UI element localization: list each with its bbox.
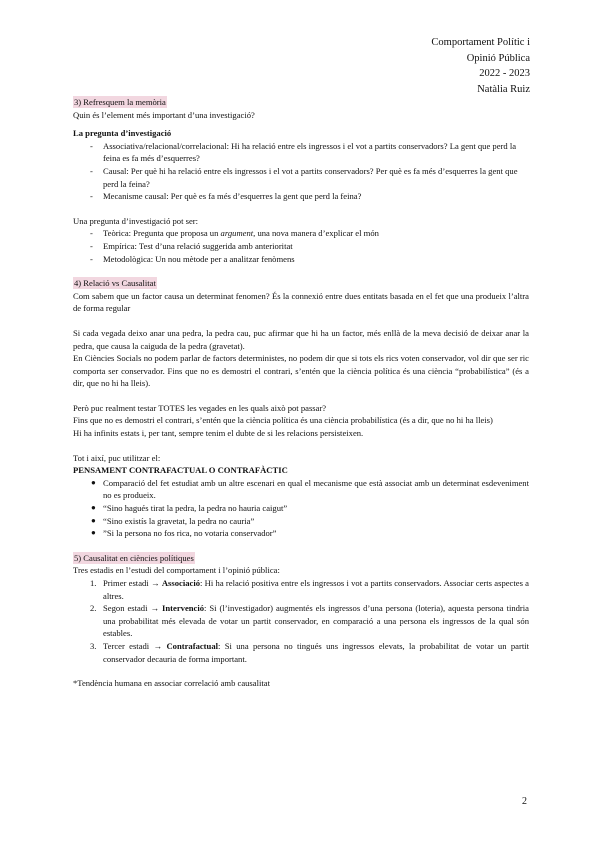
- list-item: - Associativa/relacional/correlacional: Hi ha relació entre els ingressos i el vot a partits conservadors? La gent que perd la feina es fa més d’esquerres?: [90, 140, 517, 164]
- header-year: 2022 - 2023: [479, 68, 530, 79]
- list-item: - Empírica: Test d’una relació suggerida amb anterioritat: [90, 240, 293, 251]
- section-4-paragraph: Però puc realment testar TOTES les vegades en les quals això pot passar?: [73, 402, 327, 413]
- section-5-intro: Tres estadis en l’estudi del comportament i l’opinió pública:: [73, 565, 280, 576]
- section-3-intro2: Una pregunta d’investigació pot ser:: [73, 215, 199, 226]
- section-4-heading: 4) Relació vs Causalitat: [74, 278, 156, 289]
- header-course-line2: Opinió Pública: [466, 52, 530, 64]
- list-item: - Metodològica: Un nou mètode per a analitzar fenòmens: [90, 253, 295, 264]
- counterfactual-list: [73, 477, 529, 540]
- page-number: 2: [522, 796, 527, 807]
- section-4-paragraph: Fins que no es demostri el contrari, s’entén que la ciència política és una ciència probabilística (és a dir, que no hi ha lleis): [73, 415, 493, 426]
- section-4-paragraph: Com sabem que un factor causa un determinat fenomen? És la connexió entre dues entitats basada en el fet que una produeix l’altra de forma regular: [73, 290, 529, 314]
- list-item: ● “Sino hagués tirat la pedra, la pedra no hauria caigut”: [91, 503, 288, 514]
- list-item: - Causal: Per què hi ha relació entre els ingressos i el vot a partits conservadors? Per què es fa més d’esquerres la gent que perd la feina?: [90, 165, 518, 189]
- section-4-paragraph: En Ciències Socials no podem parlar de factors deterministes, no podem dir que si tots els rics voten conservador, vol dir que ser ric comporta ser conservador. Fins que no es demostri el contrari, s’entén que la ciència política és una ciència “probabilística” (és a dir, que no hi ha lleis).: [73, 353, 529, 389]
- section-5-heading: 5) Causalitat en ciències polítiques: [74, 552, 194, 563]
- list-item: ● “Sino existís la gravetat, la pedra no cauria”: [91, 515, 255, 526]
- question-types-list: [73, 140, 529, 203]
- section-4-paragraph: Si cada vegada deixo anar una pedra, la pedra cau, puc afirmar que hi ha un factor, més enllà de la meva decisió de deixar anar la pedra, que causa la caiguda de la pedra (gravetat).: [73, 327, 529, 351]
- section-4-paragraph: Hi ha infinits estats i, per tant, sempre tenim el dubte de si les relacions persisteixen.: [73, 428, 364, 439]
- page-content: [73, 96, 529, 690]
- stages-list: [73, 577, 529, 665]
- question-kinds-list: [73, 227, 529, 265]
- footnote: *Tendència humana en associar correlació amb causalitat: [73, 678, 270, 689]
- section-4-paragraph: Tot i així, puc utilitzar el:: [73, 452, 161, 463]
- list-item: 2. Segon estadi → Intervenció: Si (l’investigador) augmentés els ingressos d’una persona (loteria), aquesta persona tindria una probabilitat més elevada de votar un partit conservador, en comparació a una persona els ingressos de la qual són estables.: [90, 603, 530, 639]
- list-item: ● Comparació del fet estudiat amb un altre escenari en qual el mecanisme que està associat amb un determinat esdeveniment no es produeix.: [91, 477, 529, 501]
- section-3-subheading: La pregunta d’investigació: [73, 128, 172, 139]
- list-item: - Mecanisme causal: Per què es fa més d’esquerres la gent que perd la feina?: [90, 191, 362, 202]
- section-3-question: Quin és l’element més important d’una investigació?: [73, 109, 255, 120]
- counterfactual-title: PENSAMENT CONTRAFACTUAL O CONTRAFÀCTIC: [73, 465, 288, 476]
- section-3-heading: 3) Refresquem la memòria: [74, 97, 166, 107]
- header-author: Natàlia Ruiz: [477, 83, 530, 95]
- page-header: [431, 35, 530, 97]
- list-item: - Teòrica: Pregunta que proposa un argument, una nova manera d’explicar el món: [90, 228, 379, 239]
- header-course-line1: Comportament Polític i: [431, 37, 530, 48]
- list-item: 1. Primer estadi → Associació: Hi ha relació positiva entre els ingressos i vot a partits conservadors. Associar certs aspectes a altres.: [90, 578, 529, 601]
- list-item: 3. Tercer estadi → Contrafactual: Si una persona no tingués uns ingressos elevats, la probabilitat de votar un partit conservador decauria de forma important.: [90, 640, 529, 664]
- list-item: ● ”Si la persona no fos rica, no votaria conservador”: [91, 528, 277, 539]
